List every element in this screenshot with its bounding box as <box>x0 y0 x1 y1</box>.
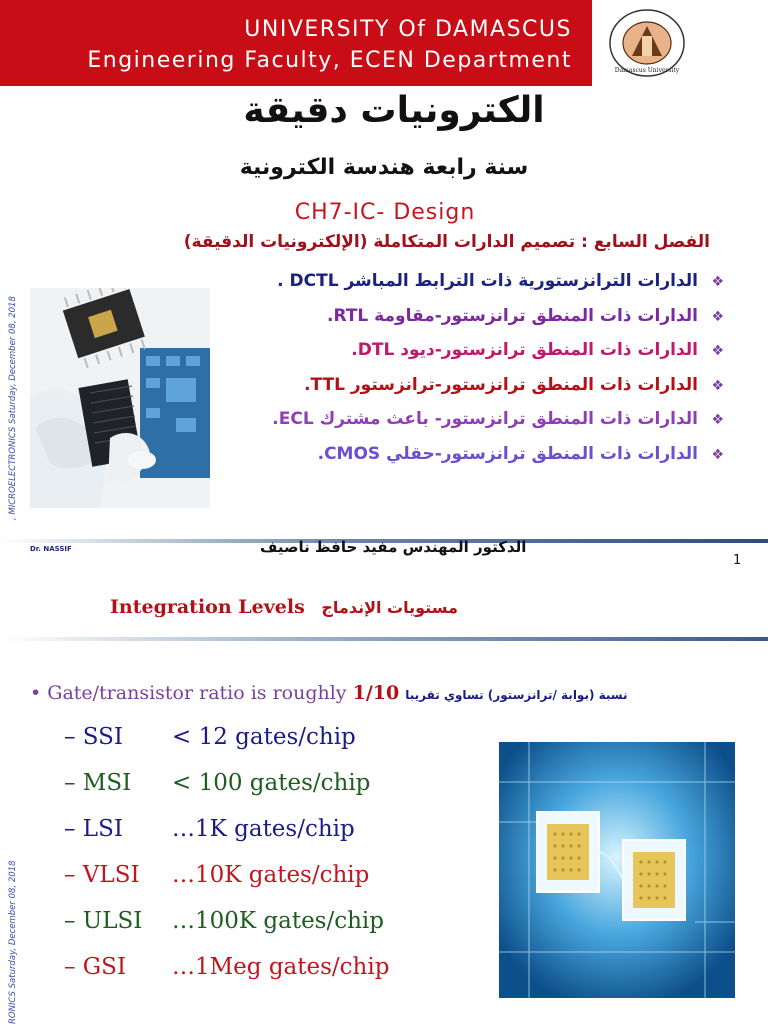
diamond-bullet-icon: ❖ <box>711 274 724 290</box>
topic-item <box>204 402 724 437</box>
level-description: …1Meg gates/chip <box>172 954 390 980</box>
level-description: …10K gates/chip <box>172 862 370 888</box>
level-name: – VLSI <box>64 862 140 888</box>
topic-item <box>204 333 724 368</box>
topic-list <box>204 264 724 471</box>
level-name: – ULSI <box>64 908 143 934</box>
diamond-bullet-icon: ❖ <box>711 377 724 394</box>
university-logo <box>608 8 686 78</box>
level-name: – LSI <box>64 816 123 842</box>
title-english: Integration Levels <box>110 596 305 618</box>
chapter-code: CH7-IC- Design <box>294 200 476 225</box>
ratio-value: 1/10 <box>352 682 400 704</box>
author-name: الدكتور المهندس مفيد حافظ ناصيف <box>260 538 527 556</box>
integration-level-item <box>64 770 389 816</box>
page-number: 1 <box>733 553 742 568</box>
author-label: Dr. NASSIF <box>30 545 72 553</box>
ratio-arabic: نسبة (بوابة /ترانزستور) تساوي تقريبا <box>405 688 628 702</box>
banner-line-2: Engineering Faculty, ECEN Department <box>87 48 572 73</box>
chip-handling-photo <box>30 288 210 508</box>
topic-text: الدارات ذات المنطق ترانزستور-ديود DTL. <box>351 340 698 360</box>
diamond-bullet-icon: ❖ <box>711 343 724 359</box>
level-name: – GSI <box>64 954 127 980</box>
integration-level-list <box>64 724 389 1000</box>
integration-level-item <box>64 724 389 770</box>
integration-level-item <box>64 862 389 908</box>
title-divider <box>0 634 768 644</box>
topic-item <box>204 299 724 334</box>
chapter-title: الفصل السابع : تصميم الدارات المتكاملة (الإلكترونيات الدقيقة) <box>183 232 710 252</box>
topic-text: الدارات الترانزستورية ذات الترابط المباشر DCTL . <box>277 271 698 291</box>
gate-ratio-bullet <box>30 682 628 704</box>
slide-2 <box>0 576 768 1024</box>
level-description: < 100 gates/chip <box>172 770 371 796</box>
banner-line-1: UNIVERSITY Of DAMASCUS <box>244 17 572 42</box>
diamond-bullet-icon: ❖ <box>711 446 724 463</box>
integration-level-item <box>64 908 389 954</box>
level-description: < 12 gates/chip <box>172 724 356 750</box>
course-title: الكترونيات دقيقة <box>243 90 545 131</box>
topic-text: الدارات ذات المنطق ترانزستور-حقلي CMOS. <box>317 443 698 464</box>
course-subtitle: سنة رابعة هندسة الكترونية <box>239 155 529 180</box>
topic-text: الدارات ذات المنطق ترانزستور-ترانزستور TTL. <box>304 374 698 395</box>
integration-level-item <box>64 816 389 862</box>
level-name: – MSI <box>64 770 132 796</box>
level-description: …1K gates/chip <box>172 816 355 842</box>
slide-2-title <box>110 596 458 618</box>
university-banner <box>0 0 592 86</box>
topic-text: الدارات ذات المنطق ترانزستور- باعث مشترك ECL. <box>272 409 698 429</box>
topic-text: الدارات ذات المنطق ترانزستور-مقاومة RTL. <box>327 305 698 326</box>
diamond-bullet-icon: ❖ <box>711 308 724 325</box>
integration-level-item <box>64 954 389 1000</box>
integrated-circuit-photo <box>499 742 735 998</box>
diamond-bullet-icon: ❖ <box>711 412 724 428</box>
topic-item <box>204 437 724 472</box>
topic-item <box>204 368 724 403</box>
bullet-dot: • <box>30 682 42 704</box>
vertical-footer-text: , MICROELECTRONICS Saturday, December 08, 2018 <box>8 296 18 520</box>
level-description: …100K gates/chip <box>172 908 385 934</box>
title-arabic: مستويات الإندماج <box>321 598 458 617</box>
level-name: – SSI <box>64 724 124 750</box>
vertical-footer-text-2: RONICS Saturday, December 08, 2018 <box>8 860 18 1024</box>
logo-text: Damascus University <box>614 67 680 74</box>
topic-item <box>204 264 724 299</box>
ratio-text: Gate/transistor ratio is roughly <box>47 682 347 704</box>
